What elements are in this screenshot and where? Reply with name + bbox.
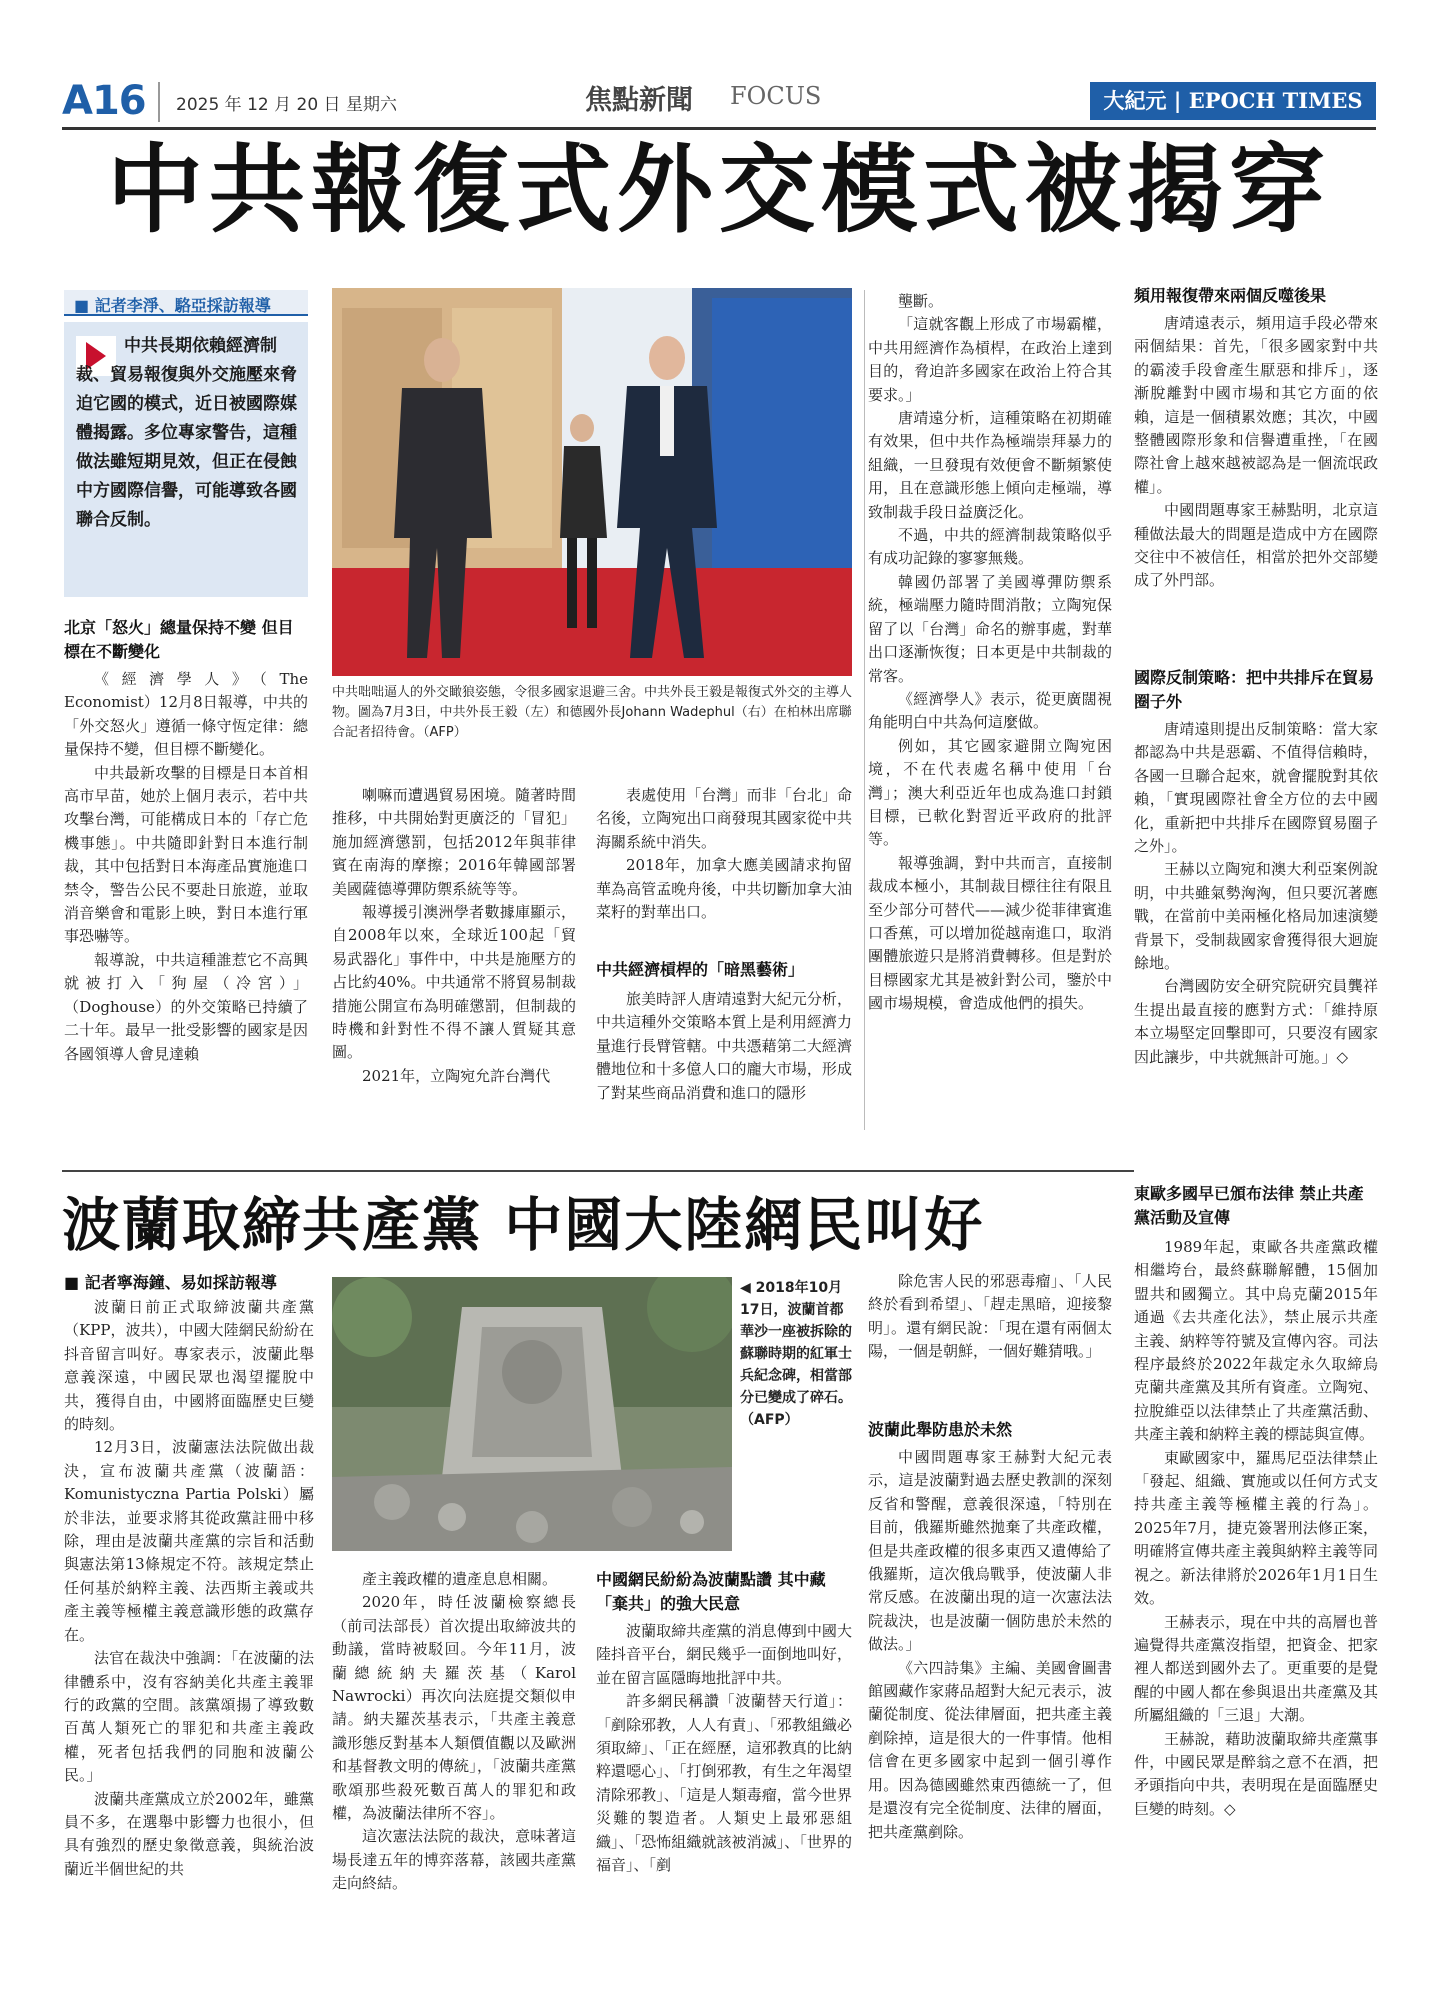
paragraph: 韓國仍部署了美國導彈防禦系統，極端壓力隨時間消散；立陶宛保留了以「台灣」命名的辦事處，對華出口逐漸恢復；日本更是中共制裁的常客。 (868, 572, 1112, 685)
paragraph: 12月3日，波蘭憲法法院做出裁決，宣布波蘭共產黨（波蘭語：Komunistyczna Partia Polski）屬於非法，並要求將其從政黨註冊中移除，理由是波蘭共產黨的宗旨和活動與憲法第13條規定不符。該規定禁止任何基於納粹主義、法西斯主義或共產主義等極權主義意識形態的政黨存在。 (64, 1438, 314, 1644)
article1-col2 (332, 784, 576, 1088)
paragraph: 這次憲法法院的裁決，意味著這場長達五年的博弈落幕，該國共產黨走向終結。 (332, 1827, 576, 1893)
header-separator (158, 82, 160, 122)
paragraph: 2020年，時任波蘭檢察總長（前司法部長）首次提出取締波共的動議，當時被駁回。今年11月，波蘭總統納夫羅茨基（Karol Nawrocki）再次向法庭提交類似申請。納夫羅茨基表示，「共產主義意識形態反對基本人類價值觀以及歐洲和基督教文明的傳統」，「波蘭共產黨歌頌那些殺死數百萬人的罪犯和政權，為波蘭法律所不容」。 (332, 1593, 576, 1823)
paragraph: 報導援引澳洲學者數據庫顯示，自2008年以來，全球近100起「貿易武器化」事件中，中共是施壓方的占比約40%。中共通常不將貿易制裁措施公開宣布為明確懲罰，但制裁的時機和針對性不得不讓人質疑其意圖。 (332, 903, 576, 1062)
article2-headline: 波蘭取締共產黨 中國大陸網民叫好 (62, 1191, 985, 1259)
article1-col5b (1134, 718, 1378, 1069)
paragraph: 2021年，立陶宛允許台灣代 (362, 1066, 551, 1085)
article2-subhead-1: 中國網民紛紛為波蘭點讚 其中藏「棄共」的強大民意 (596, 1570, 826, 1613)
paragraph: 中國問題專家王赫點明，北京這種做法最大的問題是造成中方在國際交往中不被信任，相當於把外交部變成了外門部。 (1134, 501, 1378, 590)
paragraph: 不過，中共的經濟制裁策略似乎有成功記錄的寥寥無幾。 (868, 526, 1112, 568)
paragraph: 中國問題專家王赫對大紀元表示，這是波蘭對過去歷史教訓的深刻反省和警醒，意義很深遠，「特別在目前，俄羅斯雖然拋棄了共產政權，但是共產政權的很多東西又遺傳給了俄羅斯，這次俄烏戰爭，使波蘭人非常反感。在波蘭出現的這一次憲法法院裁決，也是波蘭一個防患於未然的做法。」 (868, 1448, 1112, 1654)
paragraph: 波蘭日前正式取締波蘭共產黨（KPP，波共），中國大陸網民紛紛在抖音留言叫好。專家表示，波蘭此舉意義深遠，中國民眾也渴望擺脫中共，獲得自由，中國將面臨歷史巨變的時刻。 (64, 1298, 314, 1434)
issue-date: 2025 年 12 月 20 日 星期六 (176, 95, 397, 115)
paragraph: 台灣國防安全研究院研究員龔祥生提出最直接的應對方式：「維持原本立場堅定回擊即可，只要沒有國家因此讓步，中共就無計可施。」◇ (1134, 977, 1378, 1066)
article-divider (62, 1170, 1134, 1172)
article2-col5 (1134, 1236, 1378, 1821)
article2-col4a (868, 1270, 1112, 1364)
paragraph: 《經濟學人》（The Economist）12月8日報導，中共的「外交怒火」遵循一條守恆定律：總量保持不變，但目標不斷變化。 (64, 670, 308, 759)
publication-logo: 大紀元 | EPOCH TIMES (1090, 82, 1376, 120)
article1-col4 (868, 290, 1112, 1016)
paragraph: 王赫表示，現在中共的高層也普遍覺得共產黨沒指望，把資金、把家裡人都送到國外去了。更重要的是覺醒的中國人都在參與退出共產黨及其所屬組織的「三退」大潮。 (1134, 1612, 1378, 1725)
paragraph: 《經濟學人》表示，從更廣闊視角能明白中共為何這麼做。 (868, 689, 1112, 732)
article2-col2 (332, 1568, 576, 1896)
diplomats-photo-image (332, 288, 852, 676)
paragraph: 唐靖遠表示，頻用這手段必帶來兩個結果：首先，「很多國家對中共的霸淩手段會產生厭惡和排斥」，逐漸脫離對中國市場和其它方面的依賴，這是一個積累效應；其次，中國整體國際形象和信譽遭重挫，「在國際社會上越來越被認為是一個流氓政權」。 (1134, 314, 1378, 496)
paragraph: 王赫以立陶宛和澳大利亞案例說明，中共雖氣勢洶洶，但只要沉著應戰，在當前中美兩極化格局加速演變背景下，受制裁國家會獲得很大迴旋餘地。 (1134, 860, 1378, 973)
article2-subhead-3: 東歐多國早已頒布法律 禁止共產黨活動及宣傳 (1134, 1184, 1364, 1227)
paragraph: 喇嘛而遭遇貿易困境。隨著時間推移，中共開始對更廣泛的「冒犯」施加經濟懲罰，包括2012年與菲律賓在南海的摩擦；2016年韓國部署美國薩德導彈防禦系統等等。 (332, 786, 576, 898)
monument-photo-image (332, 1277, 732, 1551)
paragraph: 除危害人民的邪惡毒瘤」、「人民終於看到希望」、「趕走黑暗，迎接黎明」。還有網民說：「現在還有兩個太陽，一個是朝鮮，一個好難猜哦。」 (868, 1272, 1112, 1361)
article2-col4b (868, 1446, 1112, 1844)
paragraph: 波蘭取締共產黨的消息傳到中國大陸抖音平台，網民幾乎一面倒地叫好，並在留言區隱晦地批評中共。 (596, 1622, 852, 1687)
paragraph: 報導強調，對中共而言，直接制裁成本極小，其制裁目標往往有限且至少部分可替代——減少從菲律賓進口香蕉，可以增加從越南進口，取消團體旅遊只是將消費轉移。但是對於目標國家尤其是被針對公司，鑒於中國市場規模，會造成他們的損失。 (868, 853, 1112, 1013)
section-title-en: FOCUS (730, 82, 822, 110)
article2-col1 (64, 1296, 314, 1881)
paragraph: 唐靖遠則提出反制策略：當大家都認為中共是惡霸、不值得信賴時，各國一旦聯合起來，就會擺脫對其依賴，「實現國際社會全方位的去中國化，重新把中共排斥在國際貿易圈子之外」。 (1134, 720, 1378, 856)
paragraph: 1989年起，東歐各共產黨政權相繼垮台，最終蘇聯解體，15個加盟共和國獨立。其中烏克蘭2015年通過《去共產化法》，禁止展示共產主義、納粹等符號及宣傳內容。司法程序最終於2022年裁定永久取締烏克蘭共產黨及其所有資產。立陶宛、拉脫維亞以法律禁止了共產黨活動、共產主義和納粹主義的標誌與宣傳。 (1134, 1238, 1378, 1444)
paragraph: 報導說，中共這種誰惹它不高興就被打入「狗屋（冷宮）」（Doghouse）的外交策略已持續了二十年。最早一批受影響的國家是因各國領導人會見達賴 (64, 950, 308, 1063)
paragraph: 波蘭共產黨成立於2002年，雖黨員不多，在選舉中影響力也很小，但具有強烈的歷史象徵意義，與統治波蘭近半個世紀的共 (64, 1789, 314, 1878)
paragraph: 東歐國家中，羅馬尼亞法律禁止「發起、組織、實施或以任何方式支持共產主義等極權主義的行為」。2025年7月，捷克簽署刑法修正案，明確將宣傳共產主義與納粹主義等同視之。新法律將於2026年1月1日生效。 (1134, 1448, 1378, 1608)
article1-col5a (1134, 312, 1378, 593)
paragraph: 唐靖遠分析，這種策略在初期確有效果，但中共作為極端崇拜暴力的組織，一旦發現有效便會不斷頻繁使用，且在意識形態上傾向走極端，導致制裁手段日益廣泛化。 (868, 409, 1112, 521)
article1-subhead-2: 中共經濟槓桿的「暗黑藝術」 (596, 960, 805, 979)
article1-headline: 中共報復式外交模式被揭穿 (107, 134, 1331, 246)
article2-col3 (596, 1620, 852, 1877)
article1-col3a (596, 784, 852, 924)
article1-subhead-3: 頻用報復帶來兩個反噬後果 (1134, 286, 1327, 305)
article2-byline: ■ 記者寧海鐘、易如採訪報導 (64, 1273, 277, 1292)
paragraph: 王赫說，藉助波蘭取締共產黨事件，中國民眾是醉翁之意不在酒，把矛頭指向中共，表明現在是面臨歷史巨變的時刻。◇ (1134, 1729, 1378, 1818)
article1-lead: 中共長期依賴經濟制裁、貿易報復與外交施壓來脅迫它國的模式，近日被國際媒體揭露。多位專家警告，這種做法雖短期見效，但正在侵蝕中方國際信譽，可能導致各國聯合反制。 (76, 336, 297, 530)
article2-subhead-2: 波蘭此舉防患於未然 (868, 1420, 1013, 1439)
section-title: 焦點新聞 (585, 85, 693, 116)
paragraph: 《六四詩集》主編、美國會圖書館國藏作家蔣品超對大紀元表示，波蘭從制度、從法律層面，把共產主義剷除掉，這是很大的一件事情。他相信會在更多國家中起到一個引導作用。因為德國雖然東西德統一了，但是還沒有完全從制度、法律的層面，把共產黨剷除。 (868, 1658, 1112, 1841)
article1-subhead-1: 北京「怒火」總量保持不變 但目標在不斷變化 (64, 618, 294, 661)
paragraph: 產主義政權的遺產息息相關。 (362, 1570, 558, 1588)
paragraph: 旅美時評人唐靖遠對大紀元分析，中共這種外交策略本質上是利用經濟力量進行長臂管轄。中共憑藉第二大經濟體地位和十多億人口的龐大市場，形成了對某些商品消費和進口的隱形 (596, 990, 852, 1102)
paragraph: 2018年，加拿大應美國請求拘留華為高管孟晚舟後，中共切斷加拿大油菜籽的對華出口。 (596, 856, 852, 922)
article1-byline-text: ■ 記者李淨、駱亞採訪報導 (74, 296, 271, 315)
article1-subhead-4: 國際反制策略：把中共排斥在貿易圈子外 (1134, 668, 1375, 711)
article1-col1 (64, 668, 308, 1066)
article1-col3b (596, 988, 852, 1105)
article1-byline-name: 記者李淨、駱亞採訪報導 (94, 296, 271, 315)
paragraph: 「這就客觀上形成了市場霸權，中共用經濟作為槓桿，在政治上達到目的，脅迫許多國家在政治上符合其要求。」 (868, 315, 1112, 404)
paragraph: 例如，其它國家避開立陶宛困境，不在代表處名稱中使用「台灣」；澳大利亞近年也成為進口封鎖目標，已軟化對習近平政府的批評等。 (868, 736, 1112, 849)
article1-photo-caption: 中共咄咄逼人的外交瞰狼姿態，令很多國家退避三舍。中共外長王毅是報復式外交的主導人物。圖為7月3日，中共外長王毅（左）和德國外長Johann Wadephul（右）在柏林出席聯合記者招待會。（AFP） (332, 685, 853, 740)
paragraph: 壟斷。 (898, 292, 944, 310)
page-number: A16 (62, 78, 146, 124)
paragraph: 法官在裁決中強調：「在波蘭的法律體系中，沒有容納美化共產主義罪行的政黨的空間。該黨頌揚了導致數百萬人類死亡的罪犯和共產主義政權，死者包括我們的同胞和波蘭公民。」 (64, 1649, 314, 1785)
article1-photo (332, 288, 852, 676)
article2-photo (332, 1277, 732, 1551)
paragraph: 許多網民稱讚「波蘭替天行道」：「剷除邪教，人人有責」、「邪教組織必須取締」、「正在經歷，這邪教真的比納粹還噁心」、「打倒邪教，有生之年渴望清除邪教」、「這是人類毒瘤，當今世界災難的製造者。人類史上最邪惡組織」、「恐怖組織就該被消滅」、「世界的福音」、「剷 (596, 1692, 852, 1875)
article2-photo-caption: ◀ 2018年10月17日，波蘭首都華沙一座被拆除的蘇聯時期的紅軍士兵紀念碑，相當部分已變成了碎石。（AFP） (740, 1280, 852, 1428)
paragraph: 表處使用「台灣」而非「台北」命名後，立陶宛出口商發現其國家從中共海關系統中消失。 (596, 786, 852, 851)
header-rule (62, 127, 1376, 130)
column-rule (864, 290, 865, 1130)
article1-byline (64, 290, 308, 316)
paragraph: 中共最新攻擊的目標是日本首相高市早苗，她於上個月表示，若中共攻擊台灣，可能構成日本的「存亡危機事態」。中共隨即針對日本進行制裁，其中包括對日本海產品實施進口禁令，警告公民不要赴日旅遊，並取消音樂會和電影上映，對日本進行軍事恐嚇等。 (64, 763, 308, 946)
article1-lead-box (64, 322, 308, 597)
